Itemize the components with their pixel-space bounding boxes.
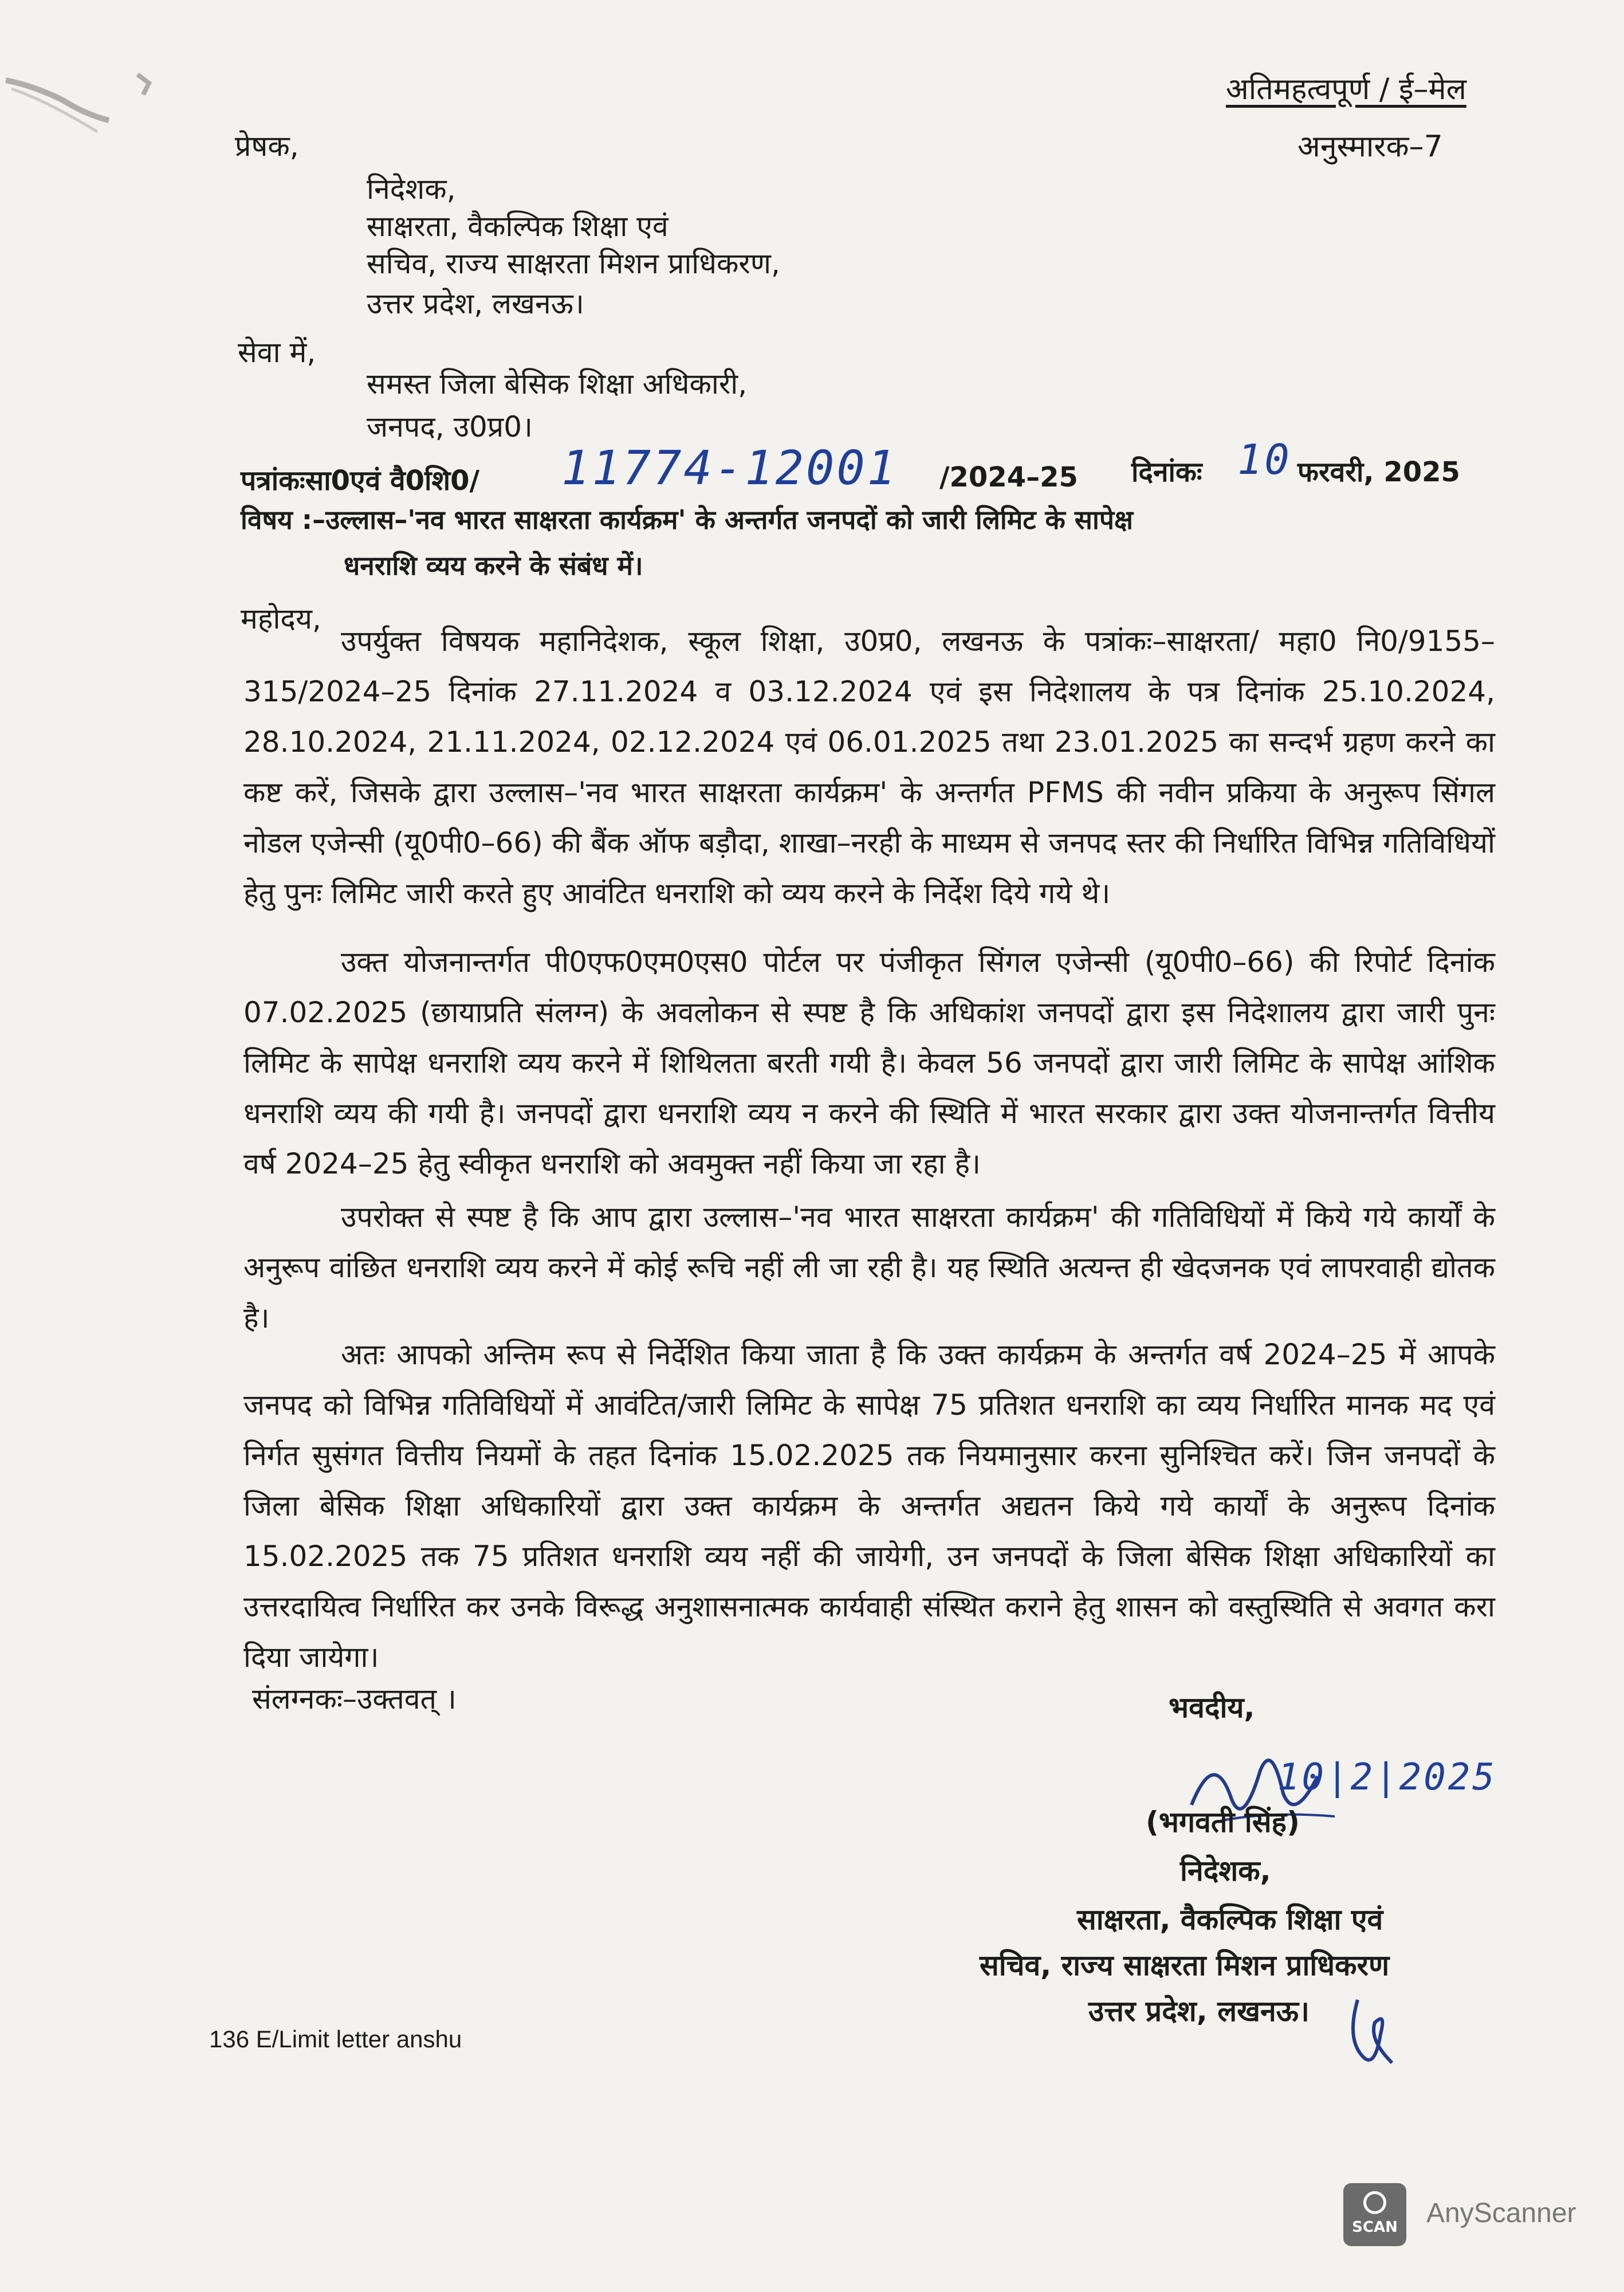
scanner-lens-icon [1363, 2191, 1386, 2214]
body-paragraph-2: उक्त योजनान्तर्गत पी0एफ0एम0एस0 पोर्टल पर पंजीकृत सिंगल एजेन्सी (यू0पी0–66) की रिपोर्ट दिनांक 07.02.2025 (छायाप्रति संलग्न) के अवलोकन से स्पष्ट है कि अधिकांश जनपदों द्वारा इस निदेशालय द्वारा जारी पुनः लिमिट के सापेक्ष धनराशि व्यय करने में शिथिलता बरती गयी है। केवल 56 जनपदों द्वारा जारी लिमिट के सापेक्ष आंशिक धनराशि व्यय की गयी है। जनपदों द्वारा धनराशि व्यय न करने की स्थिति में भारत सरकार द्वारा उक्त योजनान्तर्गत वित्तीय वर्ष 2024–25 हेतु स्वीकृत धनराशि को अवमुक्त नहीं किया जा रहा है। [243, 945, 1495, 1180]
body-paragraph-3: उपरोक्त से स्पष्ट है कि आप द्वारा उल्लास–'नव भारत साक्षरता कार्यक्रम' की गतिविधियों में किये गये कार्यों के अनुरूप वांछित धनराशि व्यय करने में कोई रूचि नहीं ली जा रही है। यह स्थिति अत्यन्त ही खेदजनक एवं लापरवाही द्योतक है। [243, 1200, 1495, 1335]
salutation: महोदय, [241, 602, 321, 635]
footer-reference: 136 E/Limit letter anshu [209, 2026, 462, 2052]
recipient-line-1: समस्त जिला बेसिक शिक्षा अधिकारी, [367, 367, 748, 401]
reminder-label: अनुस्मारक–7 [1297, 129, 1443, 164]
enclosure-note: संलग्नकः–उक्तवत् । [252, 1682, 457, 1716]
handwritten-letter-number: 11774-12001 [561, 441, 898, 496]
scanner-badge-text: SCAN [1352, 2219, 1398, 2236]
signatory-name: (भगवती सिंह) [1146, 1806, 1300, 1839]
subject-line-1: विषय :–उल्लास–'नव भारत साक्षरता कार्यक्रम' के अन्तर्गत जनपदों को जारी लिमिट के सापेक्ष [241, 504, 1134, 535]
reference-year: /2024–25 [939, 461, 1078, 493]
recipient-label: सेवा में, [238, 336, 316, 369]
sender-line-3: सचिव, राज्य साक्षरता मिशन प्राधिकरण, [367, 247, 780, 280]
reference-prefix: पत्रांकःसा0एवं वै0शि0/ [241, 465, 480, 497]
scanner-logo [1343, 2183, 1406, 2246]
scan-smudge-mark [0, 46, 183, 160]
handwritten-date-day: 10 [1237, 435, 1292, 484]
scanner-app-name: AnyScanner [1426, 2198, 1576, 2228]
subject-line-2: धनराशि व्यय करने के संबंध में। [344, 550, 643, 581]
signatory-title-4: उत्तर प्रदेश, लखनऊ। [1088, 1995, 1310, 2028]
body-paragraph-4: अतः आपको अन्तिम रूप से निर्देशित किया जाता है कि उक्त कार्यक्रम के अन्तर्गत वर्ष 2024–25 में आपके जनपद को विभिन्न गतिविधियों में आवंटित/जारी लिमिट के सापेक्ष 75 प्रतिशत धनराशि का व्यय निर्धारित मानक मद एवं निर्गत सुसंगत वित्तीय नियमों के तहत दिनांक 15.02.2025 तक नियमानुसार करना सुनिश्चित करें। जिन जनपदों के जिला बेसिक शिक्षा अधिकारियों द्वारा उक्त कार्यक्रम के अन्तर्गत अद्यतन किये गये कार्यों के अनुरूप दिनांक 15.02.2025 तक 75 प्रतिशत धनराशि व्यय नहीं की जायेगी, उन जनपदों के जिला बेसिक शिक्षा अधिकारियों का उत्तरदायित्व निर्धारित कर उनके विरूद्ध अनुशासनात्मक कार्यवाही संस्थित कराने हेतु शासन को वस्तुस्थिति से अवगत करा दिया जायेगा। [243, 1338, 1495, 1674]
signatory-title-2: साक्षरता, वैकल्पिक शिक्षा एवं [1077, 1903, 1383, 1936]
initials-mark [1340, 1988, 1415, 2080]
sender-line-1: निदेशक, [367, 172, 456, 206]
signatory-title-3: सचिव, राज्य साक्षरता मिशन प्राधिकरण [980, 1949, 1390, 1982]
sender-line-4: उत्तर प्रदेश, लखनऊ। [367, 287, 584, 320]
body-paragraph-1: उपर्युक्त विषयक महानिदेशक, स्कूल शिक्षा, उ0प्र0, लखनऊ के पत्रांकः–साक्षरता/ महा0 नि0/9155–315/2024–25 दिनांक 27.11.2024 व 03.12.2024 एवं इस निदेशालय के पत्र दिनांक 25.10.2024, 28.10.2024, 21.11.2024, 02.12.2024 एवं 06.01.2025 तथा 23.01.2025 का सन्दर्भ ग्रहण करने का कष्ट करें, जिसके द्वारा उल्लास–'नव भारत साक्षरता कार्यक्रम' के अन्तर्गत PFMS की नवीन प्रकिया के अनुरूप सिंगल नोडल एजेन्सी (यू0पी0–66) की बैंक ऑफ बड़ौदा, शाखा–नरही के माध्यम से जनपद स्तर की निर्धारित विभिन्न गतिविधियों हेतु पुनः लिमिट जारी करते हुए आवंटित धनराशि को व्यय करने के निर्देश दिये गये थे। [243, 625, 1495, 910]
recipient-line-2: जनपद, उ0प्र0। [367, 410, 533, 444]
sender-label: प्रेषक, [235, 129, 299, 163]
date-rest: फरवरी, 2025 [1297, 456, 1460, 488]
closing: भवदीय, [1169, 1691, 1255, 1724]
date-label: दिनांकः [1131, 456, 1202, 488]
sender-line-2: साक्षरता, वैकल्पिक शिक्षा एवं [367, 210, 669, 243]
importance-label: अतिमहत्वपूर्ण / ई–मेल [1226, 72, 1466, 107]
signature-date: 10|2|2025 [1277, 1756, 1497, 1799]
signatory-title-1: निदेशक, [1180, 1854, 1271, 1887]
